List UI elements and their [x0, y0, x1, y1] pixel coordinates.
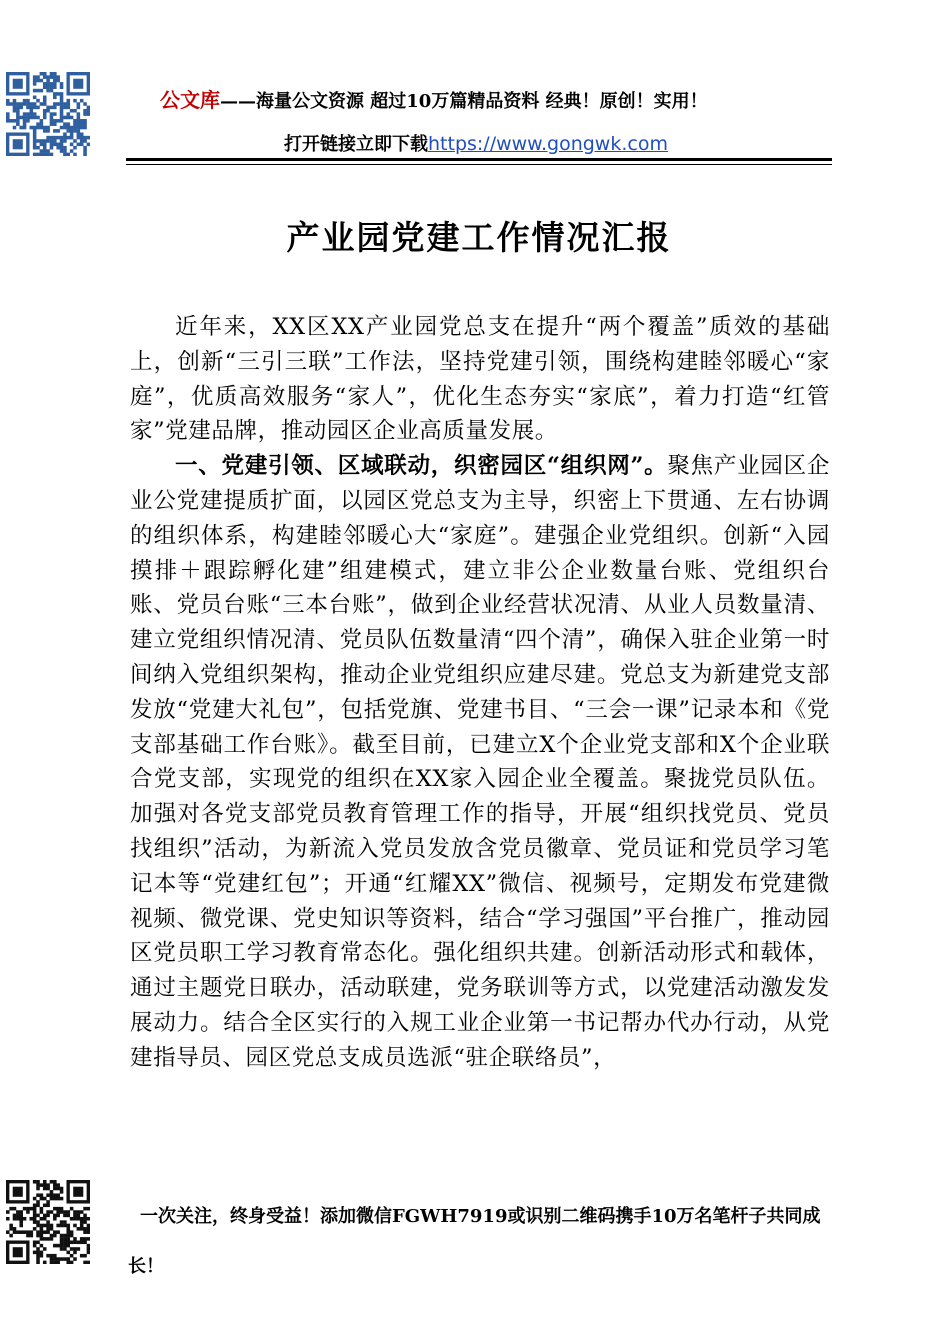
section1-body: 聚焦产业园区企业公党建提质扩面，以园区党总支为主导，织密上下贯通、左右协调的组织体系，构建睦邻暖心大“家庭”。建强企业党组织。创新“入园摸排＋跟踪孵化建”组建模式，建立非公企业数量台账、党组织台账、党员台账“三本台账”，做到企业经营状况清、从业人员数量清、建立党组织情况清、党员队伍数量清“四个清”，确保入驻企业第一时间纳入党组织架构，推动企业党组织应建尽建。党总支为新建党支部发放“党建大礼包”，包括党旗、党建书目、“三会一课”记录本和《党支部基础工作台账》。截至目前，已建立X个企业党支部和X个企业联合党支部，实现党的组织在XX家入园企业全覆盖。聚拢党员队伍。加强对各党支部党员教育管理工作的指导，开展“组织找党员、党员找组织”活动，为新流入党员发放含党员徽章、党员证和党员学习笔记本等“党建红包”；开通“红耀XX”微信、视频号，定期发布党建微视频、微党课、党史知识等资料，结合“学习强国”平台推广，推动园区党员职工学习教育常态化。强化组织共建。创新活动形式和载体，通过主题党日联办，活动联建，党务联训等方式，以党建活动激发发展动力。结合全区实行的入规工业企业第一书记帮办代办行动，从党建指导员、园区党总支成员选派“驻企联络员”， [130, 453, 830, 1071]
download-label: 打开链接立即下载 [284, 134, 428, 155]
header-rule-thin [126, 164, 832, 165]
download-link[interactable]: https://www.gongwk.com [428, 133, 668, 155]
header-slogan [160, 84, 708, 113]
header-rule-thick [126, 158, 832, 161]
qr-code-bottom [6, 1180, 90, 1264]
brand-name: 公文库 [160, 88, 220, 112]
slogan-text: ——海量公文资源 超过10万篇精品资料 经典！原创！实用！ [220, 91, 708, 112]
qr-code-top [6, 72, 90, 156]
intro-paragraph: 近年来，XX区XX产业园党总支在提升“两个覆盖”质效的基础上，创新“三引三联”工作法，坚持党建引领，围绕构建睦邻暖心“家庭”，优质高效服务“家人”，优化生态夯实“家底”，着力打造“红管家”党建品牌，推动园区企业高质量发展。 [130, 314, 830, 445]
header-download [284, 130, 668, 156]
document-title: 产业园党建工作情况汇报 [286, 218, 672, 257]
section1-heading: 一、党建引领、区域联动，织密园区“组织网”。 [175, 453, 668, 480]
section1-paragraph [130, 449, 830, 1075]
document-body [130, 310, 830, 1076]
footer-promo: 一次关注，终身受益！添加微信FGWH7919或识别二维码携手10万名笔杆子共同成长！ [128, 1206, 821, 1277]
